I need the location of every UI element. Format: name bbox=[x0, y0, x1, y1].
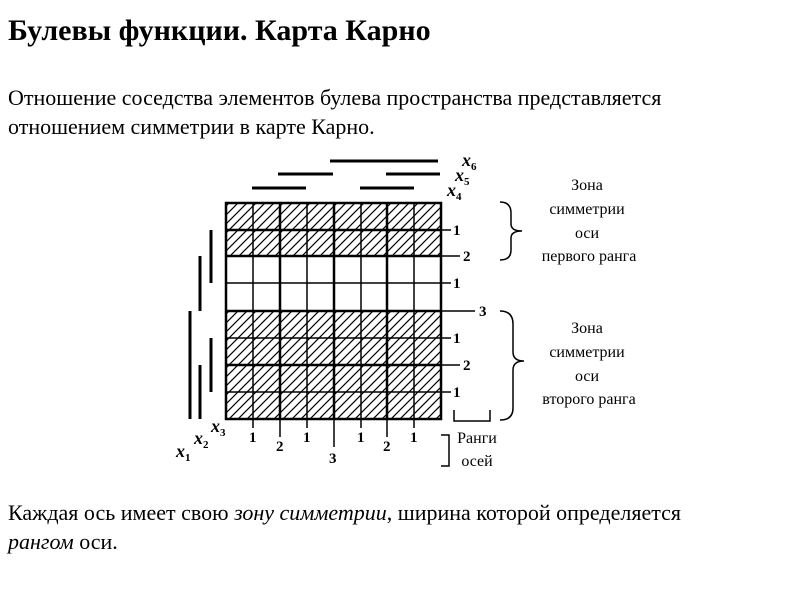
ranks-axis-bracket bbox=[454, 410, 490, 421]
variable-label-x4: $x_4$ bbox=[447, 180, 462, 203]
col-rank: 3 bbox=[329, 451, 337, 467]
col-rank: 2 bbox=[383, 439, 391, 455]
page-title: Булевы функции. Карта Карно bbox=[8, 14, 431, 47]
row-rank: 3 bbox=[479, 304, 487, 320]
ranks-label: Ранги осей bbox=[457, 430, 497, 470]
zone2-note: Зона симметрии оси второго ранга bbox=[542, 320, 636, 408]
outro-text-2: , ширина которой определяется bbox=[386, 500, 681, 525]
row-rank: 1 bbox=[453, 276, 461, 292]
ranks-label-bracket bbox=[441, 435, 449, 466]
variable-bars-top bbox=[252, 161, 440, 188]
row-rank: 1 bbox=[453, 385, 461, 401]
row-rank: 2 bbox=[463, 249, 471, 265]
col-rank: 1 bbox=[410, 430, 418, 446]
outro-text-1: Каждая ось имеет свою bbox=[8, 500, 235, 525]
col-rank: 2 bbox=[276, 439, 284, 455]
zone2-brace bbox=[500, 311, 524, 420]
term-symmetry-zone: зону симметрии bbox=[234, 500, 387, 525]
variable-label-x6: $x_6$ bbox=[462, 150, 477, 173]
col-rank: 1 bbox=[357, 430, 365, 446]
row-rank: 1 bbox=[453, 223, 461, 239]
outro-text-3: оси. bbox=[73, 529, 118, 554]
outro-paragraph bbox=[8, 498, 728, 556]
col-rank: 1 bbox=[303, 430, 311, 446]
intro-paragraph: Отношение соседства элементов булева пространства представляется отношением симметрии в карте Карно. bbox=[8, 85, 662, 139]
variable-label-x3: $x_3$ bbox=[211, 416, 226, 439]
row-rank: 1 bbox=[453, 331, 461, 347]
term-rank: рангом bbox=[8, 529, 74, 554]
variable-label-x5: $x_5$ bbox=[455, 165, 470, 188]
zone1-brace bbox=[500, 202, 522, 260]
zone1-note: Зона симметрии оси первого ранга bbox=[541, 177, 637, 265]
variable-label-x2: $x_2$ bbox=[194, 428, 209, 451]
variable-bars-left bbox=[190, 230, 211, 419]
variable-label-x1: $x_1$ bbox=[176, 441, 191, 464]
row-rank: 2 bbox=[463, 358, 471, 374]
col-rank: 1 bbox=[249, 430, 257, 446]
